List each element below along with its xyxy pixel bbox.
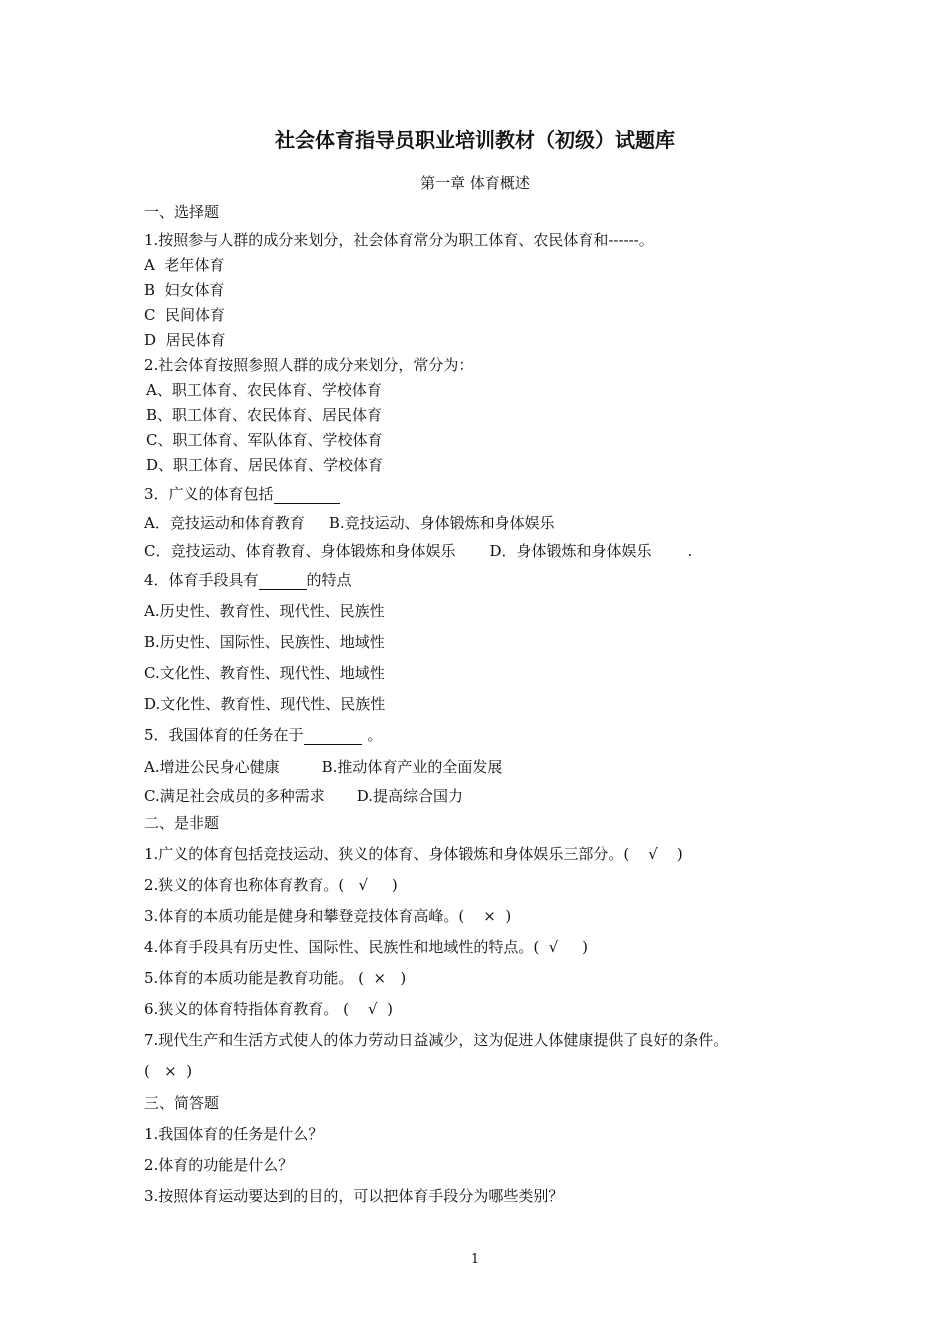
short-answer-question-1: 1.我国体育的任务是什么？ [144,1125,324,1143]
question-5-option-c: C.满足社会成员的多种需求 [144,787,325,805]
question-4-stem-pre: 4．体育手段具有 [144,571,259,589]
question-1-option-c: C 民间体育 [144,306,226,324]
question-2-stem: 2.社会体育按照参照人群的成分来划分，常分为： [144,356,474,374]
question-5-stem-post: 。 [367,726,383,744]
page-number: 1 [470,1252,480,1267]
question-2-option-d: D、职工体育、居民体育、学校体育 [146,456,384,474]
question-1-option-d: D 居民体育 [144,331,226,349]
chapter-heading: 第一章 体育概述 [420,174,530,192]
tf-question-1: 1.广义的体育包括竞技运动、狭义的体育、身体锻炼和身体娱乐三部分。( √ ) [144,845,683,863]
tf-question-2: 2.狭义的体育也称体育教育。( √ ) [144,876,398,894]
question-5-option-b: B.推动体育产业的全面发展 [321,758,503,776]
question-5-option-d: D.提高综合国力 [356,787,463,805]
question-5-options-cd [144,786,463,806]
question-3-options-cd [144,541,692,561]
question-3-stem [144,484,340,504]
question-4-option-c: C.文化性、教育性、现代性、地域性 [144,664,385,682]
question-4-option-a: A.历史性、教育性、现代性、民族性 [144,602,385,620]
question-3-option-b: B.竞技运动、身体锻炼和身体娱乐 [328,514,555,532]
section-heading-true-false: 二、是非题 [144,814,220,832]
question-5-stem-pre: 5．我国体育的任务在于 [144,726,304,744]
question-3-options-ab [144,513,555,533]
short-answer-question-3: 3.按照体育运动要达到的目的，可以把体育手段分为哪些类别？ [144,1187,564,1205]
tf-question-6: 6.狭义的体育特指体育教育。 ( √ ) [144,1000,393,1018]
question-2-option-a: A、职工体育、农民体育、学校体育 [146,381,382,399]
question-4-stem [144,570,352,590]
tf-question-7: 7.现代生产和生活方式使人的体力劳动日益减少，这为促进人体健康提供了良好的条件。 [144,1031,729,1049]
tf-question-5: 5.体育的本质功能是教育功能。 ( × ) [144,969,407,987]
question-3-trailing-dot: . [687,542,693,560]
question-5-options-ab [144,757,502,777]
question-1-option-a: A 老年体育 [144,256,225,274]
question-3-stem-text: 3．广义的体育包括 [144,485,274,503]
question-2-option-b: B、职工体育、农民体育、居民体育 [146,406,383,424]
short-answer-question-2: 2.体育的功能是什么？ [144,1156,294,1174]
question-3-option-d: D．身体锻炼和身体娱乐 [489,542,652,560]
question-4-option-d: D.文化性、教育性、现代性、民族性 [144,695,386,713]
answer-blank [304,727,362,745]
question-1-option-b: B 妇女体育 [144,281,225,299]
tf-question-3: 3.体育的本质功能是健身和攀登竞技体育高峰。( × ) [144,907,512,925]
question-4-stem-post: 的特点 [306,571,352,589]
question-1-stem: 1.按照参与人群的成分来划分，社会体育常分为职工体育、农民体育和------。 [144,231,654,249]
question-2-option-c: C、职工体育、军队体育、学校体育 [146,431,383,449]
question-4-option-b: B.历史性、国际性、民族性、地域性 [144,633,385,651]
tf-question-7-answer: ( × ) [144,1062,193,1080]
question-5-stem [144,725,383,745]
question-3-option-a: A．竞技运动和体育教育 [144,514,305,532]
tf-question-4: 4.体育手段具有历史性、国际性、民族性和地域性的特点。( √ ) [144,938,588,956]
question-5-option-a: A.增进公民身心健康 [144,758,280,776]
question-3-option-c: C．竞技运动、体育教育、身体锻炼和身体娱乐 [144,542,456,560]
section-heading-choice: 一、选择题 [144,203,220,221]
answer-blank [259,572,307,590]
document-title: 社会体育指导员职业培训教材（初级）试题库 [275,128,675,152]
section-heading-short-answer: 三、简答题 [144,1094,220,1112]
answer-blank [274,486,340,504]
